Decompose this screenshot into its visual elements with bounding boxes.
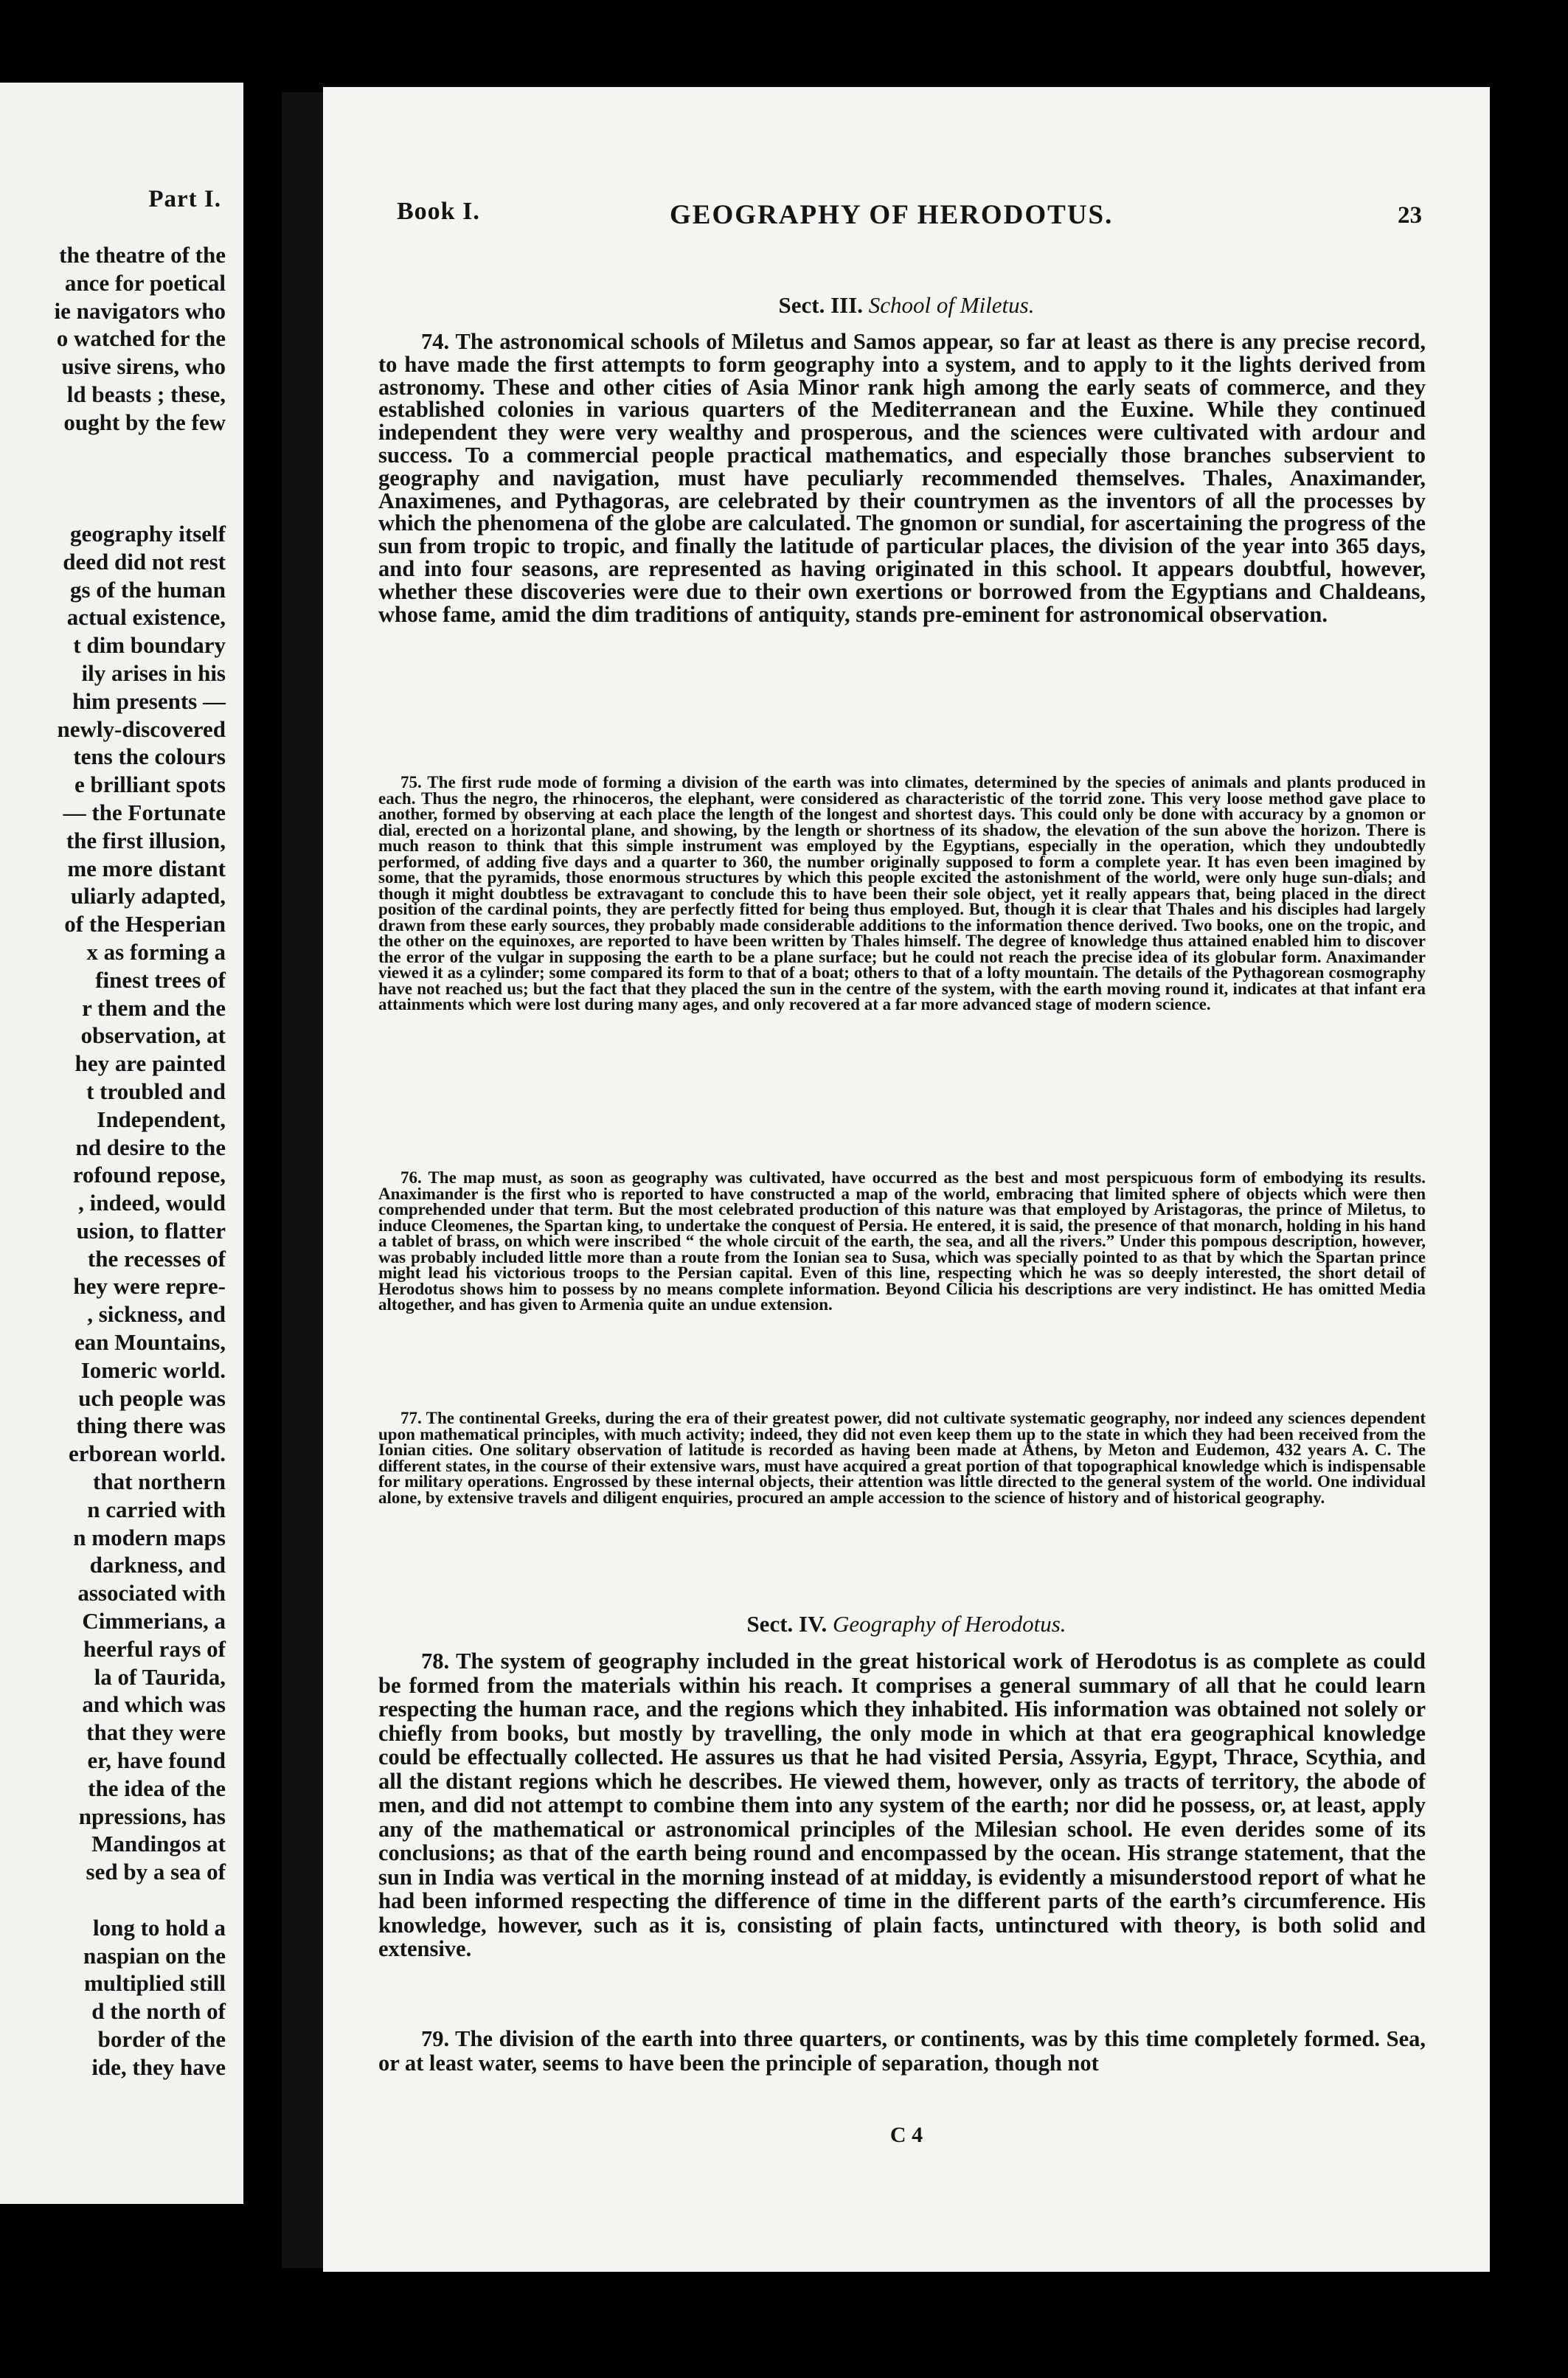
left-page-line: that northern: [93, 1469, 226, 1495]
left-page-line: gs of the human: [69, 576, 226, 603]
section-heading-iii: [323, 292, 1490, 319]
left-page-line: , indeed, would: [78, 1190, 226, 1216]
right-page: [323, 87, 1490, 2272]
left-page-line: heerful rays of: [83, 1635, 226, 1662]
left-page-line: observation, at: [80, 1022, 226, 1049]
left-page-line: tens the colours: [73, 743, 226, 770]
left-page-line: ean Mountains,: [74, 1329, 226, 1356]
left-page-line: and which was: [82, 1691, 226, 1718]
left-page-line: erborean world.: [69, 1441, 226, 1467]
paragraph-79: [378, 2027, 1426, 2075]
left-page-line: newly-discovered: [57, 715, 226, 742]
left-page-line: Mandingos at: [91, 1831, 226, 1857]
left-page-line: Independent,: [97, 1106, 226, 1132]
left-page-line: multiplied still: [83, 1970, 226, 1997]
left-page-line: uliarly adapted,: [70, 883, 226, 909]
left-page-line: t dim boundary: [73, 632, 226, 659]
left-page-line: er, have found: [87, 1747, 226, 1774]
paragraph-78: [378, 1649, 1426, 1961]
left-page-line: n carried with: [87, 1496, 226, 1522]
left-page-line: usive sirens, who: [61, 353, 226, 380]
left-page-line: that they were: [86, 1719, 226, 1746]
left-page-line: [0, 464, 226, 492]
left-page-line: hey are painted: [74, 1050, 226, 1077]
left-page-line: t troubled and: [86, 1078, 226, 1104]
paragraph-text: 74. The astronomical schools of Miletus and Samos appear, so far at least as there is any precise record, to have made the first attempts to form geography into a system, and to apply to it the lights derived from astronomy. These and other cities of Asia Minor rank high among the early seats of commerce, and they established colonies in various quarters of the Mediterranean and the Euxine. While they continued independent they were very wealthy and prosperous, and the sciences were cultivated with ardour and success. To a commercial people practical mathematics, and especially those branches subservient to geography and navigation, must have peculiarly recommended themselves. Thales, Anaximander, Anaximenes, and Pythagoras, are celebrated by their countrymen as the inventors of all the processes by which the phenomena of the globe are calculated. The gnomon or sundial, for ascertaining the progress of the sun from tropic to tropic, and finally the latitude of particular places, the division of the year into 365 days, and into four seasons, are represented as having originated in this school. It appears doubtful, however, whether these discoveries were due to their own exertions or borrowed from the Egyptians and Chaldeans, whose fame, amid the dim traditions of antiquity, stands pre-eminent for astronomical observation.: [378, 329, 1426, 627]
left-page-line: the idea of the: [88, 1775, 226, 1801]
paragraph-text: 79. The division of the earth into three quarters, or continents, was by this time completely formed. Sea, or at least water, seems to have been the principle of separation, though not: [378, 2026, 1426, 2076]
left-page-line: Iomeric world.: [80, 1356, 226, 1383]
left-page-line: the recesses of: [87, 1245, 226, 1272]
paragraph-75: [378, 774, 1426, 1013]
left-page-line: sed by a sea of: [86, 1859, 226, 1885]
left-page-line: r them and the: [82, 994, 226, 1021]
left-page-line: npressions, has: [78, 1803, 226, 1829]
left-page-line: of the Hesperian: [64, 911, 226, 937]
signature-mark: C 4: [889, 2123, 923, 2147]
left-page-line: x as forming a: [86, 938, 226, 965]
left-page-line: [0, 1886, 226, 1914]
left-page-line: uch people was: [78, 1384, 226, 1411]
left-page-line: o watched for the: [56, 325, 226, 352]
paragraph-text: 76. The map must, as soon as geography was cultivated, have occurred as the best and most perspicuous form of embodying its results. Anaximander is the first who is reported to have constructed a map of the world, embracing that limited sphere of objects which were then comprehended under that term. But the most celebrated production of this nature was that employed by Aristagoras, the prince of Miletus, to induce Cleomenes, the Spartan king, to undertake the conquest of Persia. He entered, it is said, the presence of that monarch, holding in his hand a tablet of brass, on which were inscribed “ the whole circuit of the earth, the sea, and all the rivers.” Under this pompous description, however, was probably included little more than a route from the Ionian sea to Susa, which was specially pointed to as that by which the Spartan prince might lead his victorious troops to the Persian capital. Even of this line, respecting which he was so deeply interested, the short detail of Herodotus shows him to possess by no means complete information. Beyond Cilicia his descriptions are very indistinct. He has omitted Media altogether, and has given to Armenia quite an undue extension.: [378, 1168, 1426, 1314]
left-page-line: darkness, and: [89, 1552, 226, 1578]
left-page-line: hey were repre-: [73, 1273, 226, 1300]
left-page-line: [0, 492, 226, 520]
left-page-line: the theatre of the: [59, 242, 226, 268]
left-page-text: [0, 241, 226, 2081]
running-head: [323, 198, 1490, 235]
paragraph-76: [378, 1170, 1426, 1313]
book-gutter: [282, 92, 323, 2268]
left-page-line: ily arises in his: [81, 659, 226, 686]
left-page-line: long to hold a: [92, 1914, 226, 1941]
left-page-line: associated with: [77, 1580, 226, 1606]
left-page-line: nd desire to the: [75, 1134, 226, 1160]
left-page-line: geography itself: [70, 520, 226, 547]
left-page-line: the first illusion,: [66, 827, 226, 853]
left-page-line: me more distant: [67, 855, 226, 881]
left-page-line: — the Fortunate: [63, 799, 226, 825]
left-page-line: ie navigators who: [54, 297, 226, 324]
left-page-line: n modern maps: [73, 1524, 226, 1550]
left-page: [0, 83, 243, 2204]
section-title: School of Miletus.: [868, 292, 1035, 318]
book-label: Book I.: [397, 198, 480, 225]
left-page-line: rofound repose,: [72, 1162, 226, 1188]
left-page-line: usion, to flatter: [76, 1217, 226, 1244]
section-label: Sect. III.: [778, 292, 864, 318]
left-page-line: Cimmerians, a: [82, 1608, 226, 1635]
left-page-line: naspian on the: [83, 1942, 226, 1969]
left-page-line: ld beasts ; these,: [66, 381, 226, 407]
left-page-line: ide, they have: [91, 2053, 226, 2080]
page-number: 23: [1398, 202, 1422, 229]
left-page-line: thing there was: [76, 1412, 226, 1439]
left-page-line: d the north of: [91, 1998, 226, 2025]
left-page-line: , sickness, and: [87, 1301, 226, 1328]
paragraph-77: [378, 1410, 1426, 1505]
paragraph-74: [378, 330, 1426, 625]
left-page-line: ought by the few: [63, 409, 226, 435]
paragraph-text: 75. The first rude mode of forming a division of the earth was into climates, determined by the species of animals and plants produced in each. Thus the negro, the rhinoceros, the elephant, were considered as characteristic of the torrid zone. This very loose method gave place to another, formed by observing at each place the length of the longest and shortest days. This could only be done with accuracy by a gnomon or dial, erected on a horizontal plane, and showing, by the length or shortness of its shadow, the elevation of the sun above the horizon. There is much reason to think that this simple instrument was employed by the Egyptians, especially in the operation, which they undoubtedly performed, of adding five days and a quarter to 360, the number originally supposed to form a complete year. It has even been imagined by some, that the pyramids, those enormous structures by which this people excited the astonishment of the world, were only huge sun-dials; and though it might doubtless be extravagant to conclude this to have been their sole object, yet it really appears that, being placed in the direct position of the cardinal points, they are perfectly fitted for being thus employed. But, though it is clear that Thales and his disciples had largely drawn from these early sources, they probably made considerable additions to the information thence derived. Two books, one on the tropic, and the other on the equinoxes, are reported to have been written by Thales himself. The degree of knowledge thus attained enabled him to discover the error of the vulgar in supposing the earth to be a plane surface; but he could not reach the precise idea of its globular form. Anaximander viewed it as a cylinder; some compared its form to that of a boat; others to that of a lofty mountain. The details of the Pythagorean cosmography have not reached us; but the fact that they placed the sun in the centre of the system, with the earth moving round it, indicates at that infant era attainments which were lost during many ages, and only recovered at a far more advanced stage of modern science.: [378, 773, 1426, 1013]
section-title: Geography of Herodotus.: [832, 1611, 1066, 1637]
left-page-line: ance for poetical: [64, 269, 226, 296]
left-page-line: border of the: [97, 2026, 226, 2052]
left-page-line: deed did not rest: [63, 548, 226, 575]
paragraph-text: 77. The continental Greeks, during the era of their greatest power, did not cultivate systematic geography, nor indeed any sciences dependent upon mathematical principles, with much activity; indeed, they did not even keep them up to the state in which they had been received from the Ionian cities. One solitary observation of latitude is recorded as having been made at Athens, by Meton and Eudemon, 432 years A. C. The different states, in the course of their extensive wars, must have acquired a great portion of that topographical knowledge which is indispensable for military operations. Engrossed by these internal objects, their attention was little directed to the general system of the world. One individual alone, by extensive travels and diligent enquiries, procured an ample accession to the science of history and of historical geography.: [378, 1409, 1426, 1507]
left-page-line: finest trees of: [95, 966, 226, 993]
section-label: Sect. IV.: [746, 1611, 828, 1637]
left-page-line: him presents —: [72, 687, 226, 714]
left-page-line: la of Taurida,: [94, 1663, 226, 1690]
page-title: GEOGRAPHY OF HERODOTUS.: [670, 200, 1114, 230]
paragraph-text: 78. The system of geography included in the great historical work of Herodotus is as complete as could be formed from the materials within his reach. It comprises a general summary of all that he could learn respecting the human race, and the regions which they inhabited. His information was obtained not solely or chiefly from books, but mostly by travelling, the only mode in which at that era geographical knowledge could be effectually collected. He assures us that he had visited Persia, Assyria, Egypt, Thrace, Scythia, and all the distant regions which he describes. He viewed them, however, only as tracts of territory, the abode of men, and did not attempt to combine them into any system of the earth; nor did he possess, or, at least, apply any of the mathematical or astronomical principles of the Milesian school. He even derides some of its conclusions; as that of the earth being round and encompassed by the ocean. His strange statement, that the sun in India was vertical in the morning instead of at midday, is evidently a misunderstood report of what he had been informed respecting the difference of time in the different parts of the earth’s circumference. His knowledge, however, such as it is, consisting of plain facts, untinctured with theory, is both solid and extensive.: [378, 1649, 1426, 1961]
section-heading-iv: [323, 1611, 1490, 1637]
left-page-line: e brilliant spots: [74, 772, 226, 798]
left-running-head: Part I.: [148, 186, 221, 212]
left-page-line: actual existence,: [66, 604, 226, 631]
left-page-line: [0, 437, 226, 465]
